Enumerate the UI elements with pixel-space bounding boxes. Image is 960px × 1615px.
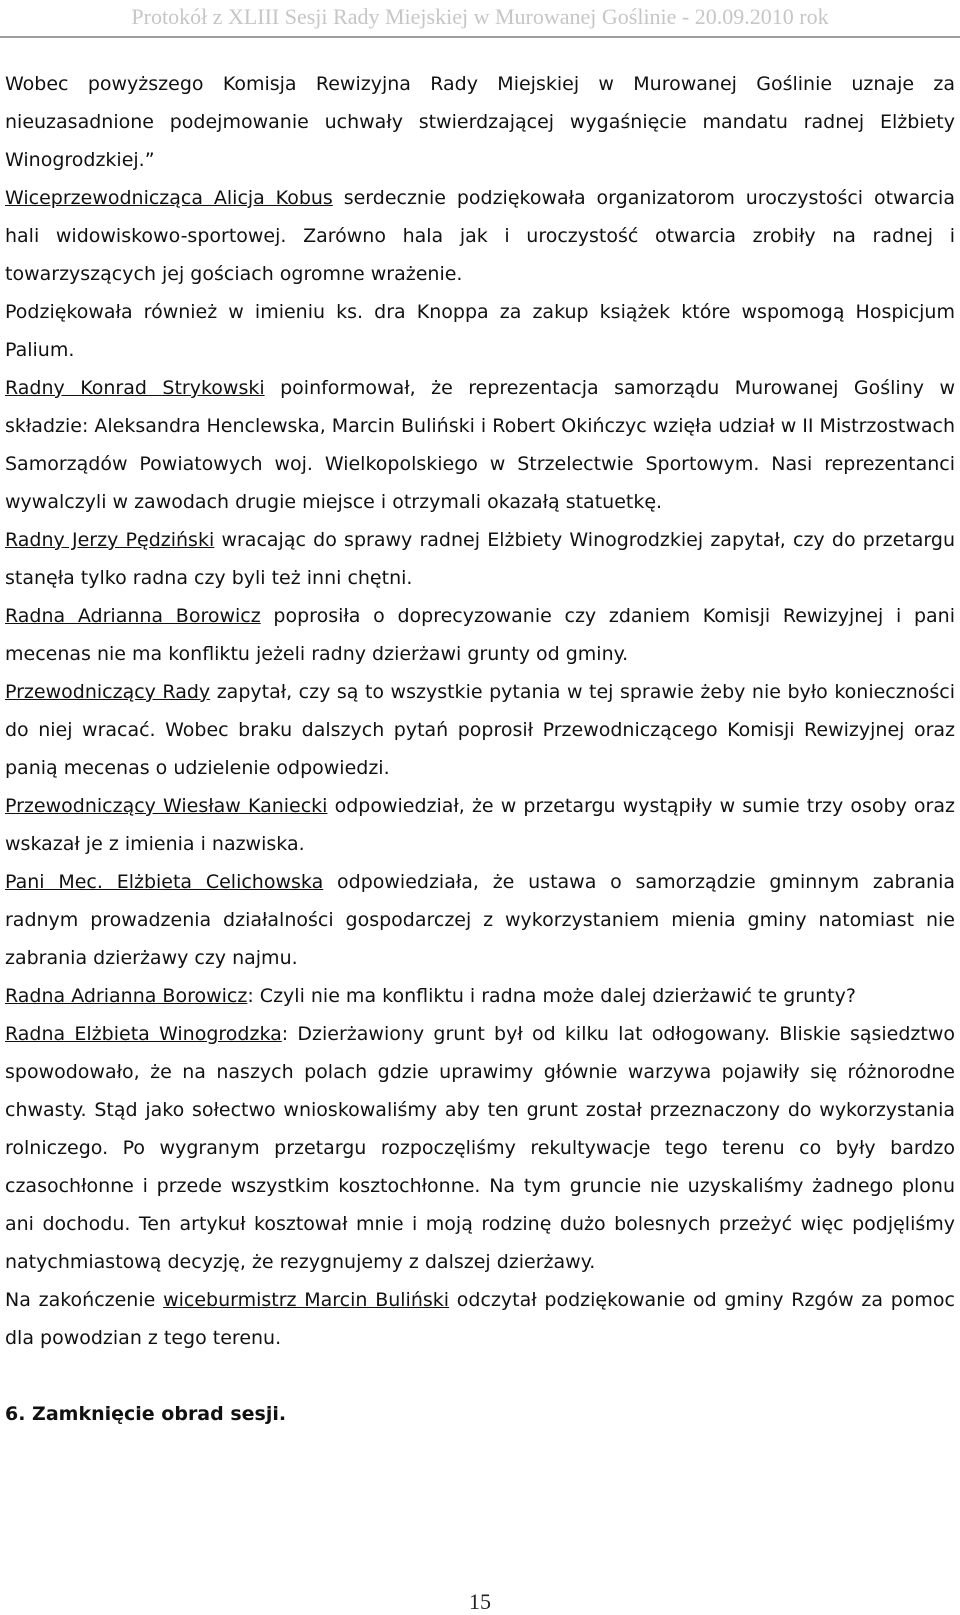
paragraph xyxy=(5,369,955,521)
document-body xyxy=(5,65,955,1433)
paragraph xyxy=(5,787,955,863)
paragraph-text: odczytał podziękowanie od gminy Rzgów za pomoc dla powodzian z tego terenu. xyxy=(5,1289,956,1349)
paragraph-text: serdecznie podziękowała organizatorom uroczystości otwarcia hali widowiskowo-sportowej. Zarówno hala jak i uroczystość otwarcia zrobiły na radnej i towarzyszących jej gościach ogromne wrażenie. xyxy=(5,187,955,285)
page-header-title: Protokół z XLIII Sesji Rady Miejskiej w Murowanej Goślinie - 20.09.2010 rok xyxy=(131,4,829,29)
closing-paragraph xyxy=(5,1281,955,1357)
paragraph xyxy=(5,863,955,977)
paragraph xyxy=(5,1015,955,1281)
paragraph-text: Na zakończenie xyxy=(5,1289,164,1311)
paragraph-text: odpowiedział, że w przetargu wystąpiły w sumie trzy osoby oraz wskazał je z imienia i nazwiska. xyxy=(5,795,955,855)
speaker-name: wiceburmistrz Marcin Buliński xyxy=(163,1289,450,1311)
paragraph xyxy=(5,521,955,597)
paragraph-text: : Czyli nie ma konfliktu i radna może dalej dzierżawić te grunty? xyxy=(247,985,856,1007)
speaker-name: Radny Jerzy Pędziński xyxy=(5,529,215,551)
paragraph-text: poprosiła o doprecyzowanie czy zdaniem Komisji Rewizyjnej i pani mecenas nie ma konfliktu jeżeli radny dzierżawi grunty od gminy. xyxy=(5,605,955,665)
speaker-name: Przewodniczący Wiesław Kaniecki xyxy=(5,795,328,817)
paragraph xyxy=(5,179,955,293)
paragraph xyxy=(5,597,955,673)
speaker-name: Przewodniczący Rady xyxy=(5,681,211,703)
paragraph-text: Wobec powyższego Komisja Rewizyjna Rady Miejskiej w Murowanej Goślinie uznaje za nieuzasadnione podejmowanie uchwały stwierdzającej wygaśnięcie mandatu radnej Elżbiety Winogrodzkiej.” xyxy=(5,73,955,171)
section-heading: 6. Zamknięcie obrad sesji. xyxy=(5,1403,287,1425)
paragraph-text: odpowiedziała, że ustawa o samorządzie gminnym zabrania radnym prowadzenia działalności gospodarczej z wykorzystaniem mienia gminy natomiast nie zabrania dzierżawy czy najmu. xyxy=(5,871,955,969)
paragraph xyxy=(5,977,955,1015)
paragraph xyxy=(5,673,955,787)
speaker-name: Radny Konrad Strykowski xyxy=(5,377,265,399)
speaker-name: Radna Elżbieta Winogrodzka xyxy=(5,1023,282,1045)
speaker-name: Radna Adrianna Borowicz xyxy=(5,605,261,627)
header-divider xyxy=(0,36,960,38)
speaker-name: Pani Mec. Elżbieta Celichowska xyxy=(5,871,324,893)
paragraph-text: poinformował, że reprezentacja samorządu Murowanej Gośliny w składzie: Aleksandra Henclewska, Marcin Buliński i Robert Okińczyc wzięła udział w II Mistrzostwach Samorządów Powiatowych woj. Wielkopolskiego w Strzelectwie Sportowym. Nasi reprezentanci wywalczyli w zawodach drugie miejsce i otrzymali okazałą statuetkę. xyxy=(5,377,955,513)
paragraph-text: wracając do sprawy radnej Elżbiety Winogrodzkiej zapytał, czy do przetargu stanęła tylko radna czy byli też inni chętni. xyxy=(5,529,956,589)
paragraph xyxy=(5,293,955,369)
paragraph-text: Podziękowała również w imieniu ks. dra Knoppa za zakup książek które wspomogą Hospicjum Palium. xyxy=(5,301,955,361)
paragraph-text: zapytał, czy są to wszystkie pytania w tej sprawie żeby nie było konieczności do niej wracać. Wobec braku dalszych pytań poprosił Przewodniczącego Komisji Rewizyjnej oraz panią mecenas o udzielenie odpowiedzi. xyxy=(5,681,955,779)
speaker-name: Radna Adrianna Borowicz xyxy=(5,985,248,1007)
paragraph-text: : Dzierżawiony grunt był od kilku lat odłogowany. Bliskie sąsiedztwo spowodowało, że na naszych polach gdzie uprawimy głównie warzywa pojawiły się różnorodne chwasty. Stąd jako sołectwo wnioskowaliśmy aby ten grunt został przeznaczony do wykorzystania rolniczego. Po wygranym przetargu rozpoczęliśmy rekultywacje tego terenu co były bardzo czasochłonne i przede wszystkim kosztochłonne. Na tym gruncie nie uzyskaliśmy żadnego plonu ani dochodu. Ten artykuł kosztował mnie i moją rodzinę dużo bolesnych przeżyć więc podjęliśmy natychmiastową decyzję, że rezygnujemy z dalszej dzierżawy. xyxy=(5,1023,955,1273)
page-number: 15 xyxy=(469,1589,491,1614)
paragraph xyxy=(5,65,955,179)
speaker-name: Wiceprzewodnicząca Alicja Kobus xyxy=(5,187,333,209)
